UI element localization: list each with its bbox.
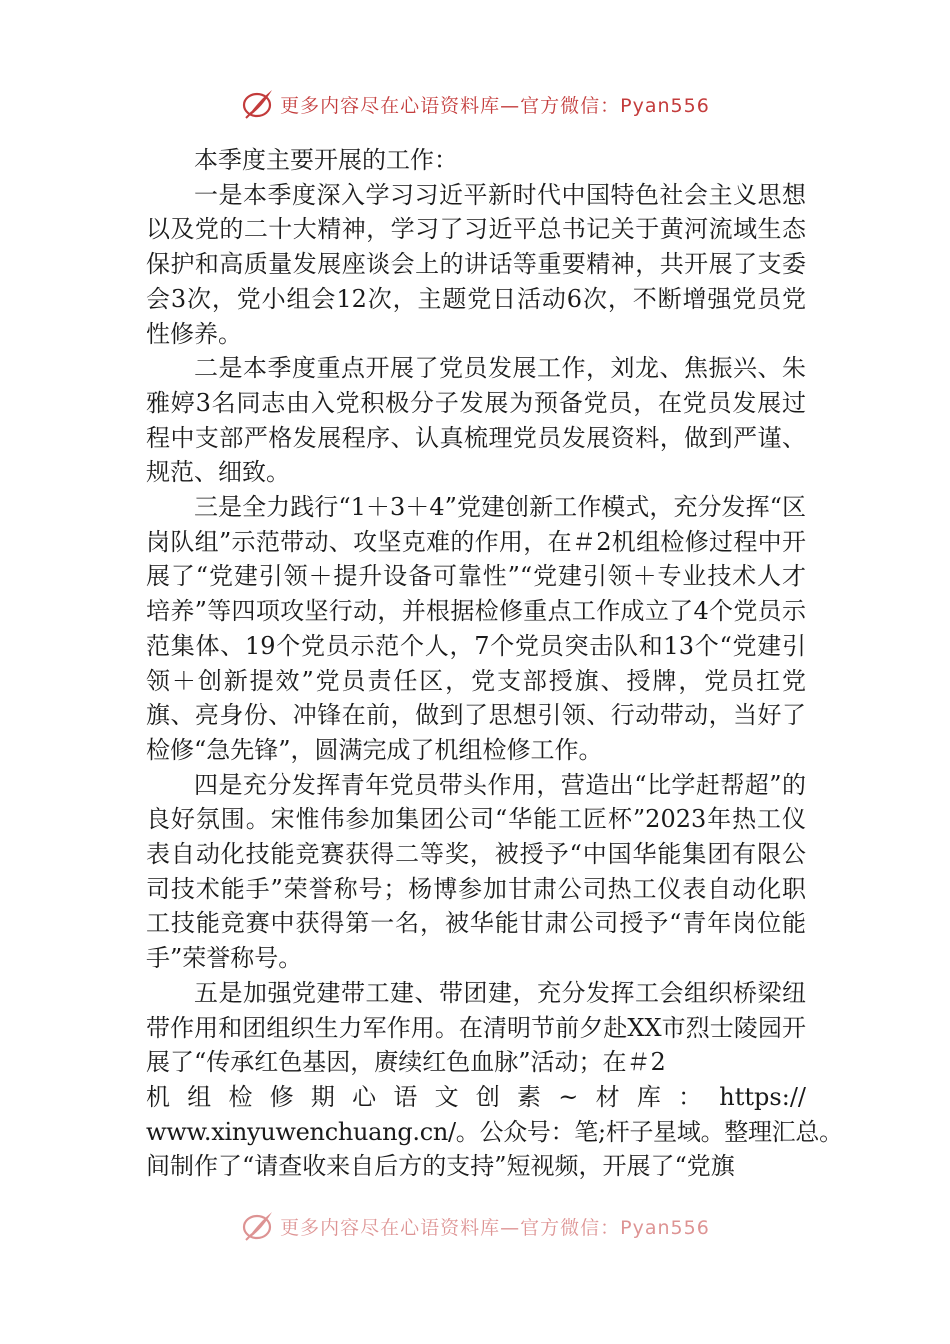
- feather-pen-icon: [240, 86, 276, 122]
- paragraph-2: 二是本季度重点开展了党员发展工作，刘龙、焦振兴、朱雅婷3名同志由入党积极分子发展为预备党员，在党员发展过程中支部严格发展程序、认真梳理党员发展资料，做到严谨、规范、细致。: [146, 354, 806, 487]
- paragraph-5-line-d: 间制作了“请查收来自后方的支持”短视频，开展了“党旗: [146, 1152, 735, 1181]
- feather-pen-icon: [240, 1208, 276, 1244]
- paragraph-1: 一是本季度深入学习习近平新时代中国特色社会主义思想以及党的二十大精神，学习了习近平总书记关于黄河流域生态保护和高质量发展座谈会上的讲话等重要精神，共开展了支委会3次，党小组会12次，主题党日活动6次，不断增强党员党性修养。: [146, 180, 806, 348]
- banner-text: 更多内容尽在心语资料库—官方微信：Pyan556: [280, 94, 710, 117]
- footer-watermark-banner: [0, 1206, 950, 1246]
- paragraph-intro: 本季度主要开展的工作：: [194, 146, 458, 174]
- paragraph-5-line-c: www.xinyuwenchuang.cn/。公众号：笔;杆子星域。整理汇总。: [146, 1117, 843, 1146]
- paragraph-5: 五是加强党建带工建、带团建，充分发挥工会组织桥梁纽带作用和团组织生力军作用。在清明节前夕赴XX市烈士陵园开展了“传承红色基因，赓续红色血脉”活动；在＃2: [146, 978, 806, 1077]
- banner-text: 更多内容尽在心语资料库—官方微信：Pyan556: [280, 1216, 710, 1239]
- paragraph-5-line-b: 机组检修期心语文创素~材库：https://: [146, 1082, 806, 1111]
- header-watermark-banner: [0, 84, 950, 124]
- document-body: [146, 143, 843, 1184]
- paragraph-4: 四是充分发挥青年党员带头作用，营造出“比学赶帮超”的良好氛围。宋惟伟参加集团公司“华能工匠杯”2023年热工仪表自动化技能竞赛获得二等奖，被授予“中国华能集团有限公司技术能手”荣誉称号；杨博参加甘肃公司热工仪表自动化职工技能竞赛中获得第一名，被华能甘肃公司授予“青年岗位能手”荣誉称号。: [146, 770, 806, 973]
- paragraph-3: 三是全力践行“1＋3＋4”党建创新工作模式，充分发挥“区岗队组”示范带动、攻坚克难的作用，在＃2机组检修过程中开展了“党建引领＋提升设备可靠性”“党建引领＋专业技术人才培养”等四项攻坚行动，并根据检修重点工作成立了4个党员示范集体、19个党员示范个人，7个党员突击队和13个“党建引领＋创新提效”党员责任区，党支部授旗、授牌，党员扛党旗、亮身份、冲锋在前，做到了思想引领、行动带动，当好了检修“急先锋”，圆满完成了机组检修工作。: [146, 493, 806, 764]
